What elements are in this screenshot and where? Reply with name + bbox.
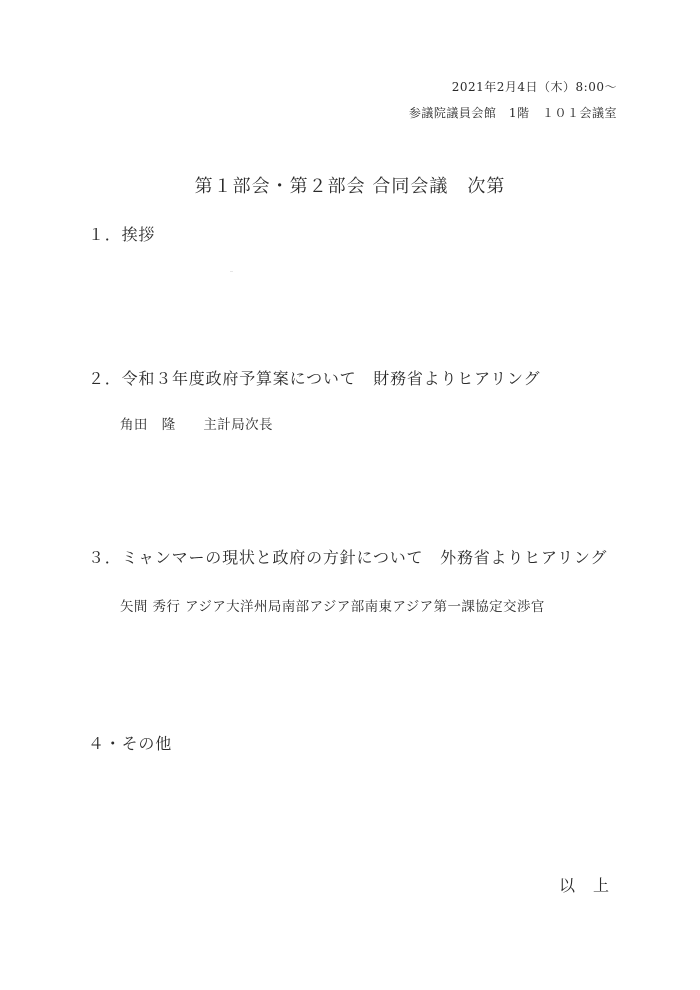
- agenda-item-3-speaker: 矢間 秀行 アジア大洋州局南部アジア部南東アジア第一課協定交渉官: [120, 599, 545, 615]
- meeting-date-time: 2021年2月4日（木）8:00〜: [451, 80, 617, 94]
- agenda-item-4-heading: ４・その他: [88, 734, 173, 753]
- agenda-item-2-speaker: 角田 隆 主計局次長: [120, 417, 273, 433]
- agenda-item-3-heading: ３．ミャンマーの現状と政府の方針について 外務省よりヒアリング: [88, 548, 608, 567]
- document-title: 第１部会・第２部会 合同会議 次第: [194, 176, 506, 197]
- meeting-venue: 参議院議員会館 1階 １０１会議室: [408, 106, 617, 120]
- closing-mark: 以 上: [558, 876, 610, 895]
- agenda-item-1-heading: １．挨拶: [88, 225, 156, 244]
- agenda-item-2-heading: ２．令和３年度政府予算案について 財務省よりヒアリング: [88, 369, 541, 388]
- scan-speck: [230, 271, 233, 272]
